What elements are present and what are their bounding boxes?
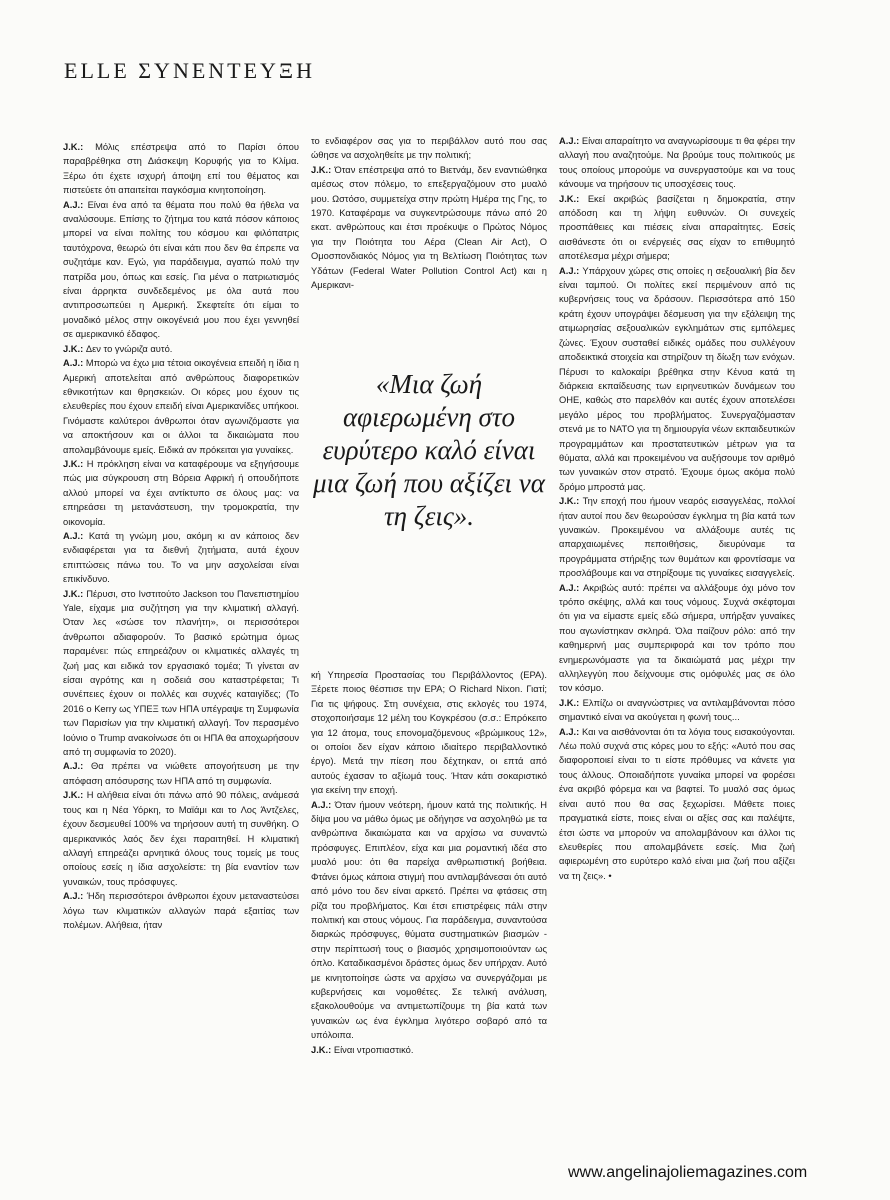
paragraph bbox=[63, 788, 299, 889]
paragraph-text: Η αλήθεια είναι ότι πάνω από 90 πόλεις, ανάμεσά τους και η Νέα Υόρκη, το Μαϊάμι και το Λος Άντζελες, έχουν δεσμευθεί 100% να τηρήσουν αυτή τη συνθήκη. Ο αμερικανικός λαός δεν έχει παραιτηθεί. Η κλιματική αλλαγή επηρεάζει αρνητικά όλους τους τομείς με τους οποίους εσείς η ίδια ασχολείστε: τη βία εναντίον των γυναικών, τους πρόσφυγες. bbox=[63, 790, 299, 887]
paragraph-text: Ελπίζω οι αναγνώστριες να αντιλαμβάνονται πόσο σημαντικό είναι να ακούγεται η φωνή τους... bbox=[559, 697, 795, 723]
paragraph bbox=[63, 529, 299, 587]
paragraph-text: το ενδιαφέρον σας για το περιβάλλον αυτό που σας ώθησε να ασχοληθείτε με την πολιτική; bbox=[311, 136, 547, 161]
speaker-label: J.K.: bbox=[63, 458, 84, 469]
section-title: ELLE ΣΥΝΕΝΤΕΥΞΗ bbox=[64, 58, 315, 83]
paragraph-text: Μπορώ να έχω μια τέτοια οικογένεια επειδή η ίδια η Αμερική αποτελείται από ανθρώπους διαφορετικών εθνικοτήτων και θρησκειών. Οι κόρες μου έχουν τις ελευθερίες που έχουν επειδή είναι Αμερικανίδες υπήκοοι. Γινόμαστε καλύτεροι άνθρωποι όταν αγωνιζόμαστε για να αποκτήσουν και οι άλλοι τα δικαιώματα που απολαμβάνουμε εμείς. Ειδικά αν πρόκειται για γυναίκες. bbox=[63, 358, 299, 455]
paragraph bbox=[559, 581, 795, 696]
paragraph bbox=[63, 889, 299, 932]
text-column-2-top bbox=[311, 134, 547, 358]
paragraph-text: Ακριβώς αυτό: πρέπει να αλλάξουμε όχι μόνο τον τρόπο σκέψης, αλλά και τους νόμους. Συχνά σκέφτομαι ότι για να είμαστε εμείς εδώ σήμερα, υπήρξαν γυναίκες που αγωνίστηκαν σκληρά. Όλα παίζουν ρόλο: από την καθημερινή μας συμπεριφορά και τον τρόπο που ενημερωνόμαστε για τα δικαιώματά μας μέχρι την αλληλεγγύη που δείχνουμε στις ομόφυλές μας σε όλο τον κόσμο. bbox=[559, 582, 795, 694]
paragraph bbox=[63, 759, 299, 788]
paragraph bbox=[311, 1043, 547, 1057]
speaker-label: A.J.: bbox=[63, 761, 84, 772]
paragraph-text: Όταν επέστρεψα από το Βιετνάμ, δεν εναντιώθηκα αμέσως στον πόλεμο, το επεξεργαζόμουν στο μυαλό μου. Ωστόσο, συμμετείχα στην πρώτη Ημέρα της Γης, το 1970. Καταφέραμε να συγκεντρώσουμε πάνω από 20 εκατ. ανθρώπους και έτσι προέκυψε ο Πρώτος Νόμος για την Ποιότητα του Αέρα (Clean Air Act), Ο Ομοσπονδιακός Νόμος για τη Βελτίωση Ποιότητας των Υδάτων (Federal Water Pollution Control Act) και η Αμερικανι- bbox=[311, 164, 547, 291]
paragraph-text: Δεν το γνώριζα αυτό. bbox=[85, 343, 173, 354]
speaker-label: J.K.: bbox=[311, 164, 332, 175]
paragraph-text: Πέρυσι, στο Ινστιτούτο Jackson του Πανεπιστημίου Yale, είχαμε μια συζήτηση για την κλιματική αλλαγή. Όταν λες «σώσε τον πλανήτη», οι περισσότεροι άνθρωποι αδιαφορούν. Το βασικό ερώτημα όμως παραμένει: πώς επηρεάζουν οι κλιματικές αλλαγές τη ζωή μας και ειδικά τον εργασιακό τομέα; Τι γίνεται αν είσαι αγρότης και η σοδειά σου καταστρέφεται; Τι συνέπειες έχουν οι πολλές και συχνές καταιγίδες; (Το 2016 ο Kerry ως ΥΠΕΞ των ΗΠΑ υπέγραψε τη Συμφωνία των Παρισίων για την κλιματική αλλαγή. Τον περασμένο Ιούνιο ο Trump ανακοίνωσε ότι οι ΗΠΑ θα αποχωρήσουν από τη συμφωνία το 2020). bbox=[63, 588, 299, 758]
paragraph bbox=[63, 140, 299, 198]
paragraph-text: Είναι ένα από τα θέματα που πολύ θα ήθελα να αναλύσουμε. Επίσης το ζήτημα του κατά πόσον κάποιος μπορεί να είναι πολίτης του κόσμου και φιλόπατρις ταυτόχρονα, θεωρώ ότι είναι κάτι που δεν θα έπρεπε να συζητάμε καν. Εγώ, για παράδειγμα, αγαπώ πολύ την πατρίδα μου, όπως και εσείς. Για μένα ο πατριωτισμός είναι άρρηκτα συνδεδεμένος με όλα αυτά που αντιπροσωπεύει η Αμερική. Σκεφτείτε ότι είμαι το μοναδικό μέλος στην οικογένειά μου που έχει γεννηθεί σε αμερικανικό έδαφος. bbox=[63, 199, 299, 340]
paragraph bbox=[63, 587, 299, 760]
paragraph-text: Ήδη περισσότεροι άνθρωποι έχουν μεταναστεύσει λόγω των κλιματικών αλλαγών παρά εξαιτίας των πολέμων. Αλήθεια, ήταν bbox=[63, 891, 299, 930]
speaker-label: J.K.: bbox=[63, 142, 84, 152]
paragraph bbox=[559, 696, 795, 725]
paragraph bbox=[311, 668, 547, 798]
paragraph-text: Μόλις επέστρεψα από το Παρίσι όπου παραβρέθηκα στη Διάσκεψη Κορυφής για το Κλίμα. Ξέρω ότι έχετε ισχυρή άποψη επί του θέματος και πιστεύετε ότι απαιτείται παγκόσμια κινητοποίηση. bbox=[63, 142, 299, 196]
speaker-label: J.K.: bbox=[559, 697, 580, 708]
speaker-label: J.K.: bbox=[63, 790, 84, 801]
text-column-2-bottom bbox=[311, 668, 547, 1100]
speaker-label: A.J.: bbox=[559, 726, 580, 737]
paragraph bbox=[63, 198, 299, 342]
paragraph bbox=[63, 457, 299, 529]
speaker-label: A.J.: bbox=[559, 265, 580, 276]
speaker-label: A.J.: bbox=[63, 530, 84, 541]
paragraph bbox=[311, 163, 547, 293]
text-column-1 bbox=[63, 140, 299, 1100]
paragraph-text: κή Υπηρεσία Προστασίας του Περιβάλλοντος (EPA). Ξέρετε ποιος θέσπισε την EPA; Ο Richard Nixon. Γιατί; Για τις ψήφους. Στη συνέχεια, στις εκλογές του 1974, στοχοποιήσαμε 12 μέλη του Κογκρέσου (σ.σ.: Επρόκειτο για 12 άτομα, τους επονομαζόμενους «βρώμικους 12», οι οποίοι δεν είχαν κάποιο ιδιαίτερο περιβαλλοντικό έργο). Μετά την πίεση που δέχτηκαν, οι επτά από αυτούς έχασαν το αξίωμά τους. Ήταν κάτι σοκαριστικό για εκείνη την εποχή. bbox=[311, 670, 547, 796]
paragraph-text: Και να αισθάνονται ότι τα λόγια τους εισακούγονται. Λέω πολύ συχνά στις κόρες μου το εξής: «Αυτό που σας διαφοροποιεί είναι το τι είστε πρόθυμες να κάνετε για τους άλλους. Οποιαδήποτε γυναίκα μπορεί να φορέσει ένα ακριβό φόρεμα και να βαφτεί. Το μυαλό σας όμως είναι αυτό που θα σας ξεχωρίσει. Μάθετε ποιες πραγματικά είστε, ποιες είναι οι αξίες σας και παλέψτε, έτσι ώστε να μπορούν να απολαμβάνουν και άλλοι τις ελευθερίες που απολαμβάνετε εσείς. Μια ζωή αφιερωμένη στο ευρύτερο καλό είναι μια ζωή που αξίζει να τη ζεις». • bbox=[559, 726, 795, 881]
speaker-label: J.K.: bbox=[559, 193, 580, 204]
paragraph-text: Υπάρχουν χώρες στις οποίες η σεξουαλική βία δεν είναι ταμπού. Οι πολίτες εκεί περιμένουν από τις κυβερνήσεις τους να δράσουν. Περισσότερα από 150 κράτη έχουν υπογράψει δέσμευση για την εξάλειψη της ατιμωρησίας σεξουαλικών εγκλημάτων στις εμπόλεμες ζώνες. Έχουν συσταθεί ειδικές ομάδες που συλλέγουν αποδεικτικά στοιχεία και στηρίζουν τη δίωξη των ενόχων. Πέρυσι το καλοκαίρι βρέθηκα στην Κένυα κατά τη διάρκεια εκπαίδευσης των ειρηνευτικών δυνάμεων του ΟΗΕ, καθώς στο παρελθόν και αυτές έχουν αποτελέσει μεγάλο μέρος του προβλήματος. Συνεργαζόμασταν στενά με το ΝΑΤΟ για τη δημιουργία νέων εκπαιδευτικών προγραμμάτων και προστατευτικών μέτρων για τα θύματα, αλλά και προκειμένου να αυξήσουμε τον αριθμό των γυναικών στον στρατό. Έχουμε όμως ακόμα πολύ δρόμο μπροστά μας. bbox=[559, 265, 795, 492]
paragraph bbox=[559, 494, 795, 580]
text-column-3 bbox=[559, 134, 795, 1100]
paragraph-text: Είναι ντροπιαστικό. bbox=[333, 1044, 414, 1055]
website-watermark: www.angelinajoliemagazines.com bbox=[568, 1164, 808, 1181]
paragraph bbox=[559, 725, 795, 883]
speaker-label: A.J.: bbox=[311, 799, 332, 810]
speaker-label: A.J.: bbox=[63, 358, 84, 369]
speaker-label: J.K.: bbox=[559, 496, 580, 507]
speaker-label: J.K.: bbox=[63, 343, 84, 354]
paragraph bbox=[559, 134, 795, 192]
speaker-label: A.J.: bbox=[559, 136, 580, 146]
paragraph bbox=[63, 342, 299, 356]
speaker-label: J.K.: bbox=[311, 1044, 332, 1055]
speaker-label: J.K.: bbox=[63, 588, 84, 599]
paragraph bbox=[311, 798, 547, 1043]
paragraph-text: Θα πρέπει να νιώθετε απογοήτευση με την απόφαση απόσυρσης των ΗΠΑ από τη συμφωνία. bbox=[63, 761, 299, 786]
speaker-label: A.J.: bbox=[63, 891, 84, 902]
paragraph-text: Κατά τη γνώμη μου, ακόμη κι αν κάποιος δεν ενδιαφέρεται για τα διεθνή ζητήματα, αυτά έχουν επιπτώσεις πάνω του. Το να μην ασχολείσαι είναι επικίνδυνο. bbox=[63, 530, 299, 585]
paragraph-text: Εκεί ακριβώς βασίζεται η δημοκρατία, στην απόδοση και τη λήψη ευθυνών. Οι συνεχείς προσπάθειες και πιέσεις είναι απαραίτητες. Εσείς αισθάνεστε ότι οι ενέργειές σας είχαν το επιθυμητό αποτέλεσμα μέχρι σήμερα; bbox=[559, 193, 795, 262]
paragraph bbox=[63, 356, 299, 457]
paragraph bbox=[311, 134, 547, 163]
speaker-label: A.J.: bbox=[559, 582, 580, 593]
speaker-label: A.J.: bbox=[63, 199, 84, 210]
paragraph bbox=[559, 192, 795, 264]
pull-quote: «Μια ζωή αφιερωμένη στο ευρύτερο καλό είναι μια ζωή που αξίζει να τη ζεις». bbox=[313, 369, 545, 531]
paragraph bbox=[559, 264, 795, 495]
paragraph-text: Την εποχή που ήμουν νεαρός εισαγγελέας, πολλοί ήταν αυτοί που δεν θεωρούσαν έγκλημα τη βία κατά των γυναικών. Προκειμένου να αλλάξουμε αυτές τις απαρχαιωμένες πεποιθήσεις, διευρύναμε τα προγράμματα στήριξης των θυμάτων και φροντίσαμε να προσλάβουμε και να στηρίξουμε τις γυναίκες εισαγγελείς. bbox=[559, 496, 795, 579]
paragraph-text: Όταν ήμουν νεότερη, ήμουν κατά της πολιτικής. Η δίψα μου να μάθω όμως με οδήγησε να ασχοληθώ με τα ανθρώπινα δικαιώματα και να αρχίσω να συναντώ πρόσφυγες. Επιπλέον, είχα και μια ρομαντική ιδέα στο μυαλό μου: ότι θα παρείχα ανθρωπιστική βοήθεια. Φτάνει όμως κάποια στιγμή που αντιλαμβάνεσαι ότι αυτό από μόνο του δεν είναι αρκετό. Πρέπει να φτάσεις στη ρίζα του προβλήματος. Και έτσι επιστρέφεις πάλι στην πολιτική και στους νόμους. Για παράδειγμα, συναντούσα διαρκώς πρόσφυγες, θύματα συστηματικών βιασμών - στην περίπτωσή τους ο βιασμός χρησιμοποιούνταν ως όπλο. Καταδικασμένοι δράστες όμως δεν υπήρχαν. Αυτό με κινητοποίησε ώστε να αρχίσω να συνεργάζομαι με κυβερνήσεις και νομοθέτες. Σε τελική ανάλυση, εξακολουθούμε να αντιμετωπίζουμε τη βία κατά των γυναικών ως ένα έγκλημα λιγότερο σοβαρό από τα υπόλοιπα. bbox=[311, 799, 547, 1041]
paragraph-text: Η πρόκληση είναι να καταφέρουμε να εξηγήσουμε πώς μια σύγκρουση στη Βόρεια Αφρική ή οπουδήποτε αλλού μπορεί να έχει αντίκτυπο σε όλους μας: να επηρεάσει τη μετανάστευση, την τρομοκρατία, την οικονομία. bbox=[63, 458, 299, 527]
paragraph-text: Είναι απαραίτητο να αναγνωρίσουμε τι θα φέρει την αλλαγή που αναζητούμε. Να βρούμε τους πολιτικούς με τους οποίους μπορούμε να συνεργαστούμε και να τους κάνουμε να τηρήσουν τις υποσχέσεις τους. bbox=[559, 136, 795, 190]
